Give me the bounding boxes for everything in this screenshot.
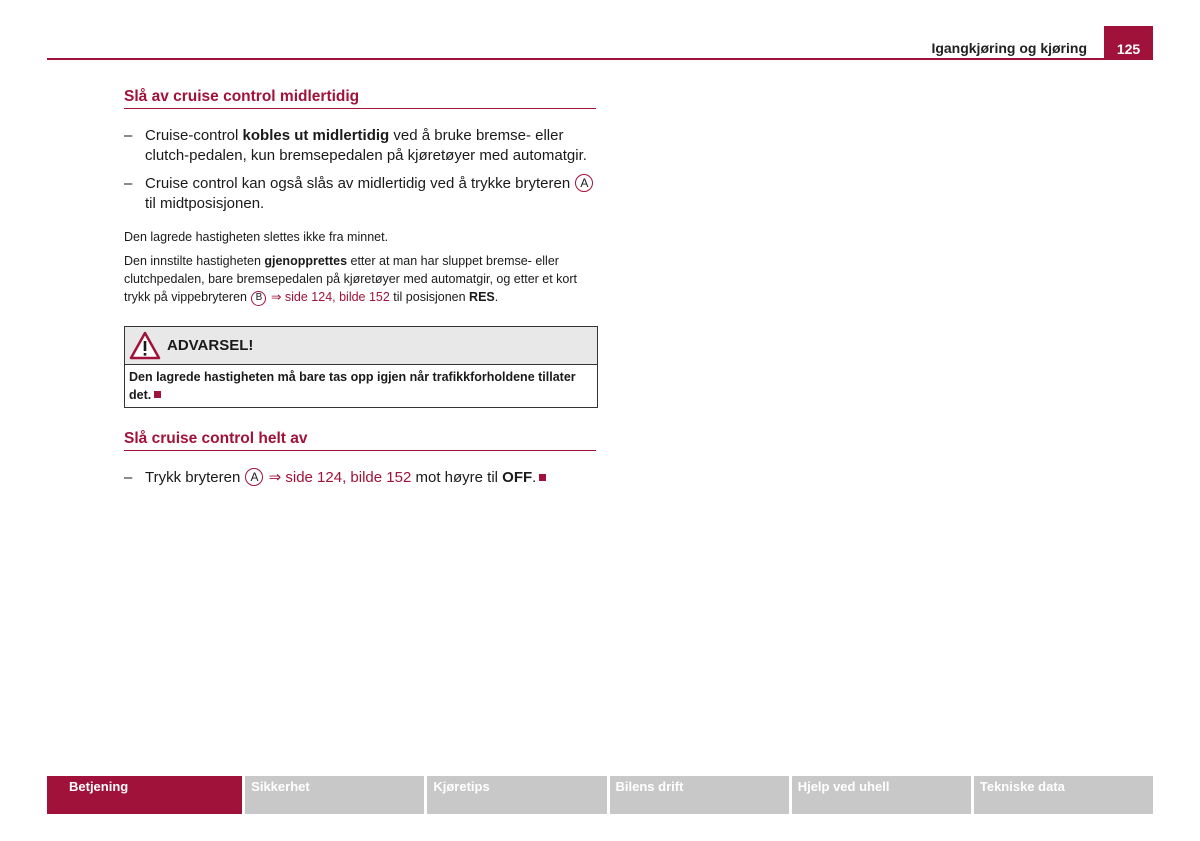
header-rule [47,58,1153,60]
tab-bilens-drift[interactable]: Bilens drift [610,776,789,814]
button-a-symbol: A [575,174,593,192]
bullet-list [124,126,596,214]
tab-hjelp-ved-uhell[interactable]: Hjelp ved uhell [792,776,971,814]
bullet-dash: – [124,175,133,192]
warning-header [125,327,597,365]
warning-text: Den lagrede hastigheten må bare tas opp igjen når trafikkforholdene tillater det. [129,370,576,402]
tab-sikkerhet[interactable]: Sikkerhet [245,776,424,814]
tab-betjening[interactable]: Betjening [47,776,242,814]
warning-box [124,326,598,408]
end-square-icon [539,474,546,481]
list-item: – Cruise-control kobles ut midlertidig ved å bruke bremse- eller clutch-pedalen, kun bremsepedalen på kjøretøyer med automatgir. [124,127,587,164]
cross-reference-link[interactable]: ⇒ side 124, bilde 152 [268,469,412,486]
section-heading: Slå cruise control helt av [124,430,596,451]
warning-triangle-icon [129,331,161,361]
page-number: 125 [1104,26,1153,60]
paragraph: Den lagrede hastigheten slettes ikke fra minnet. [124,230,389,244]
button-b-symbol: B [251,291,266,306]
cross-reference-link[interactable]: ⇒ side 124, bilde 152 [270,290,390,304]
section-fully-off [124,430,596,496]
warning-title: ADVARSEL! [167,337,254,354]
section-temporary-off [124,88,596,312]
section-heading: Slå av cruise control midlertidig [124,88,596,109]
end-square-icon [154,391,161,398]
paragraph: Den innstilte hastigheten gjenopprettes etter at man har sluppet bremse- eller clutchpedalen, bare bremsepedalen på kjøretøyer med automatgir, og etter et kort trykk på vippebryteren B ⇒ side 124, bilde 152 til posisjonen RES. [124,254,578,304]
tab-tekniske-data[interactable]: Tekniske data [974,776,1153,814]
chapter-nav [47,776,1153,814]
list-item: – Cruise control kan også slås av midlertidig ved å trykke bryteren A til midtposisjonen. [124,174,596,214]
bullet-dash: – [124,469,133,486]
list-item: – Trykk bryteren A ⇒ side 124, bilde 152 mot høyre til OFF. [124,468,596,488]
page-header-title: Igangkjøring og kjøring [931,40,1087,56]
tab-kjoretips[interactable]: Kjøretips [427,776,606,814]
bullet-dash: – [124,127,133,144]
bullet-list [124,468,596,488]
button-a-symbol: A [245,468,263,486]
